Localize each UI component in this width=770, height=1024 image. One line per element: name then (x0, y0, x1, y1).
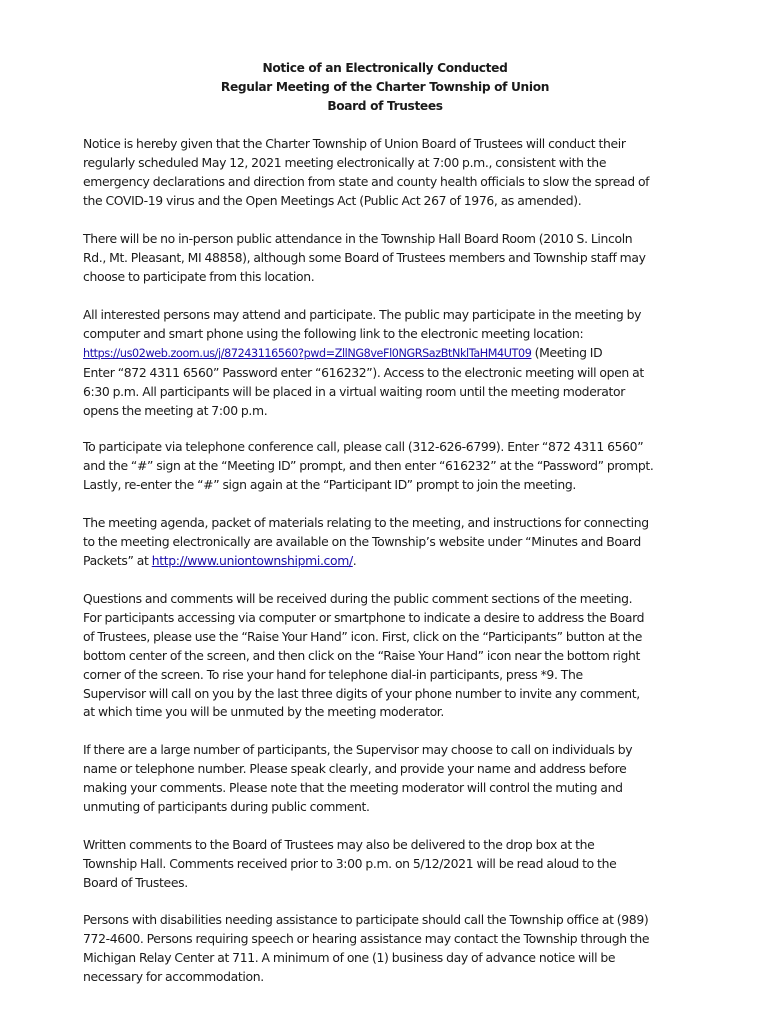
text-line: necessary for accommodation. (83, 968, 264, 984)
text-line: The meeting agenda, packet of materials relating to the meeting, and instructions for connecting (83, 515, 649, 530)
text-line: the COVID-19 virus and the Open Meetings Act (Public Act 267 of 1976, as amended). (83, 192, 582, 208)
text-line (83, 344, 693, 364)
text-line: name or telephone number. Please speak clearly, and provide your name and address before (83, 760, 627, 776)
text-line: Michigan Relay Center at 711. A minimum of one (1) business day of advance notice will be (83, 949, 616, 965)
text-line: opens the meeting at 7:00 p.m. (83, 402, 268, 418)
text-line: of Trustees, please use the “Raise Your Hand” icon. First, click on the “Participants” button at the (83, 628, 643, 644)
text-line: at which time you will be unmuted by the meeting moderator. (83, 704, 444, 720)
meeting-id-label: (Meeting ID (531, 344, 603, 360)
text-line: computer and smart phone using the following link to the electronic meeting location: (83, 325, 584, 341)
text-line: Township Hall. Comments received prior to 3:00 p.m. on 5/12/2021 will be read aloud to the (83, 855, 617, 871)
text-line (83, 552, 693, 571)
text-line: There will be no in-person public attendance in the Township Hall Board Room (2010 S. Lincoln (83, 231, 633, 246)
text-line: choose to participate from this location. (83, 268, 315, 284)
paragraph-telephone (83, 438, 693, 495)
paragraph-attendance (83, 230, 693, 287)
paragraph-accessibility (83, 911, 693, 987)
text-line: to the meeting electronically are available on the Township’s website under “Minutes and Board (83, 533, 641, 549)
text-line: regularly scheduled May 12, 2021 meeting electronically at 7:00 p.m., consistent with the (83, 154, 607, 170)
heading-line-2: Regular Meeting of the Charter Township of Union (220, 80, 550, 94)
paragraph-written-comments (83, 836, 693, 893)
paragraph-questions (83, 590, 693, 722)
text-line: Notice is hereby given that the Charter Township of Union Board of Trustees will conduct their (83, 136, 626, 151)
township-website-link[interactable]: http://www.uniontownshipmi.com/ (151, 552, 353, 568)
text-line: Written comments to the Board of Trustees may also be delivered to the drop box at the (83, 837, 595, 852)
text-line: Enter “872 4311 6560” Password enter “616232”). Access to the electronic meeting will open at (83, 364, 644, 380)
text-line: corner of the screen. To rise your hand for telephone dial-in participants, press *9. The (83, 666, 583, 682)
heading-line-1: Notice of an Electronically Conducted (262, 61, 508, 75)
notice-heading (0, 59, 770, 116)
zoom-meeting-link[interactable]: https://us02web.zoom.us/j/87243116560?pwd=ZllNG8veFl0NGRSazBtNklTaHM4UT09 (83, 346, 532, 360)
text-line: Persons with disabilities needing assistance to participate should call the Township office at (989) (83, 912, 649, 927)
text-line: Board of Trustees. (83, 874, 188, 890)
text-line: For participants accessing via computer or smartphone to indicate a desire to address the Board (83, 609, 645, 625)
paragraph-meeting-notice (83, 135, 693, 211)
text-line: Questions and comments will be received during the public comment sections of the meeting. (83, 591, 633, 606)
text-line: unmuting of participants during public comment. (83, 798, 370, 814)
paragraph-agenda (83, 514, 693, 571)
text-line: To participate via telephone conference call, please call (312-626-6799). Enter “872 4311 6560” (83, 439, 644, 454)
heading-line-3: Board of Trustees (327, 99, 443, 113)
text-line: All interested persons may attend and participate. The public may participate in the meeting by (83, 307, 642, 322)
text-line: Supervisor will call on you by the last three digits of your phone number to invite any comment, (83, 685, 640, 701)
packets-label: Packets” at (83, 552, 152, 568)
sentence-period: . (352, 552, 357, 568)
text-line: emergency declarations and direction from state and county health officials to slow the spread of (83, 173, 650, 189)
paragraph-large-number (83, 741, 693, 817)
text-line: 6:30 p.m. All participants will be placed in a virtual waiting room until the meeting moderator (83, 383, 625, 399)
text-line: bottom center of the screen, and then click on the “Raise Your Hand” icon near the bottom right (83, 647, 641, 663)
text-line: and the “#” sign at the “Meeting ID” prompt, and then enter “616232” at the “Password” prompt. (83, 457, 654, 473)
paragraph-participation (83, 306, 693, 420)
text-line: making your comments. Please note that the meeting moderator will control the muting and (83, 779, 623, 795)
text-line: Lastly, re-enter the “#” sign again at the “Participant ID” prompt to join the meeting. (83, 476, 576, 492)
text-line: Rd., Mt. Pleasant, MI 48858), although some Board of Trustees members and Township staff may (83, 249, 646, 265)
text-line: 772-4600. Persons requiring speech or hearing assistance may contact the Township through the (83, 930, 650, 946)
text-line: If there are a large number of participants, the Supervisor may choose to call on individuals by (83, 742, 633, 757)
